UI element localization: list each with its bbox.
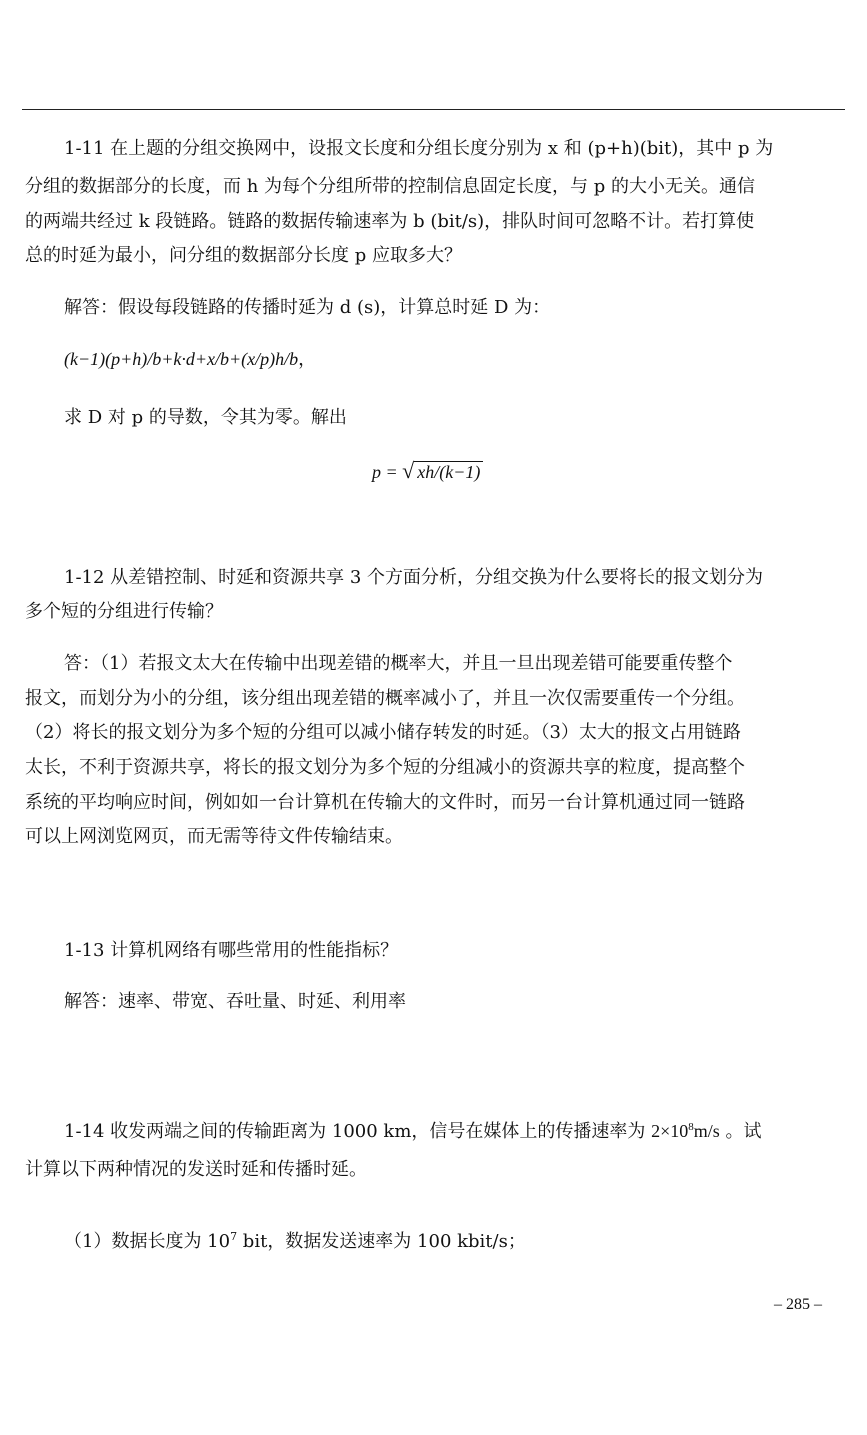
q1-12-answer-line-5: 系统的平均响应时间，例如如一台计算机在传输大的文件时，而另一台计算机通过同一链路 [25,792,745,813]
q1-12-answer-line-4: 太长，不利于资源共享，将长的报文划分为多个短的分组减小的资源共享的粒度，提高整个 [25,757,745,778]
q1-12-answer-line-6: 可以上网浏览网页，而无需等待文件传输结束。 [25,826,403,847]
q1-12-answer-line-3: （2）将长的报文划分为多个短的分组可以减小储存转发的时延。（3）太大的报文占用链路 [25,722,741,743]
q1-14-case-1 [64,1229,845,1255]
case-1-b: bit，数据发送速率为 100 kbit/s； [237,1231,526,1252]
total-delay-formula [64,346,316,372]
q1-13-answer: 解答：速率、带宽、吞吐量、时延、利用率 [64,991,406,1012]
speed-exponent: 8 [688,1121,694,1133]
page-number: – 285 – [774,1296,822,1313]
q1-12-line-2: 多个短的分组进行传输？ [25,601,223,622]
speed-base: 2×10 [651,1121,689,1141]
formula-expression: (k−1)(p+h)/b+k·d+x/b+(x/p)h/b [64,349,299,369]
q1-14-line-1-b: 。试 [719,1121,762,1142]
q1-12-answer-line-2: 报文，而划分为小的分组，该分组出现差错的概率减小了，并且一次仅需要重传一个分组。 [25,688,745,709]
formula-tail: ， [298,349,317,369]
header-rule [22,109,845,110]
q1-14-line-1-a: 1-14 收发两端之间的传输距离为 1000 km，信号在媒体上的传播速率为 [64,1121,652,1142]
q1-11-derivative-text: 求 D 对 p 的导数，令其为零。解出 [64,407,347,428]
case-1-exponent: 7 [230,1230,238,1243]
propagation-speed [651,1121,720,1141]
q1-11-line-3: 的两端共经过 k 段链路。链路的数据传输速率为 b (bit/s)，排队时间可忽略不计。若打算使 [25,211,755,232]
q1-14-line-1 [64,1118,845,1145]
q1-14-line-2: 计算以下两种情况的发送时延和传播时延。 [25,1159,367,1180]
q1-11-line-4: 总的时延为最小，问分组的数据部分长度 p 应取多大？ [25,245,462,266]
q1-11-answer-intro: 解答：假设每段链路的传播时延为 d (s)，计算总时延 D 为： [64,297,551,318]
q1-12-line-1: 1-12 从差错控制、时延和资源共享 3 个方面分析，分组交换为什么要将长的报文划分为 [64,567,764,588]
result-formula [372,456,483,487]
result-radicand: xh/(k−1) [414,461,483,482]
sqrt-icon: √ [402,458,415,483]
q1-12-answer-line-1: 答：（1）若报文太大在传输中出现差错的概率大，并且一旦出现差错可能要重传整个 [64,653,733,674]
q1-11-line-1: 1-11 在上题的分组交换网中，设报文长度和分组长度分别为 x 和 (p+h)(bit)，其中 p 为 [64,138,774,159]
case-1-a: （1）数据长度为 10 [64,1231,231,1252]
q1-11-line-2: 分组的数据部分的长度，而 h 为每个分组所带的控制信息固定长度，与 p 的大小无关。通信 [25,176,755,197]
speed-unit: m/s [693,1121,720,1141]
q1-13-question: 1-13 计算机网络有哪些常用的性能指标？ [64,940,399,961]
result-lhs: p = [372,462,403,482]
